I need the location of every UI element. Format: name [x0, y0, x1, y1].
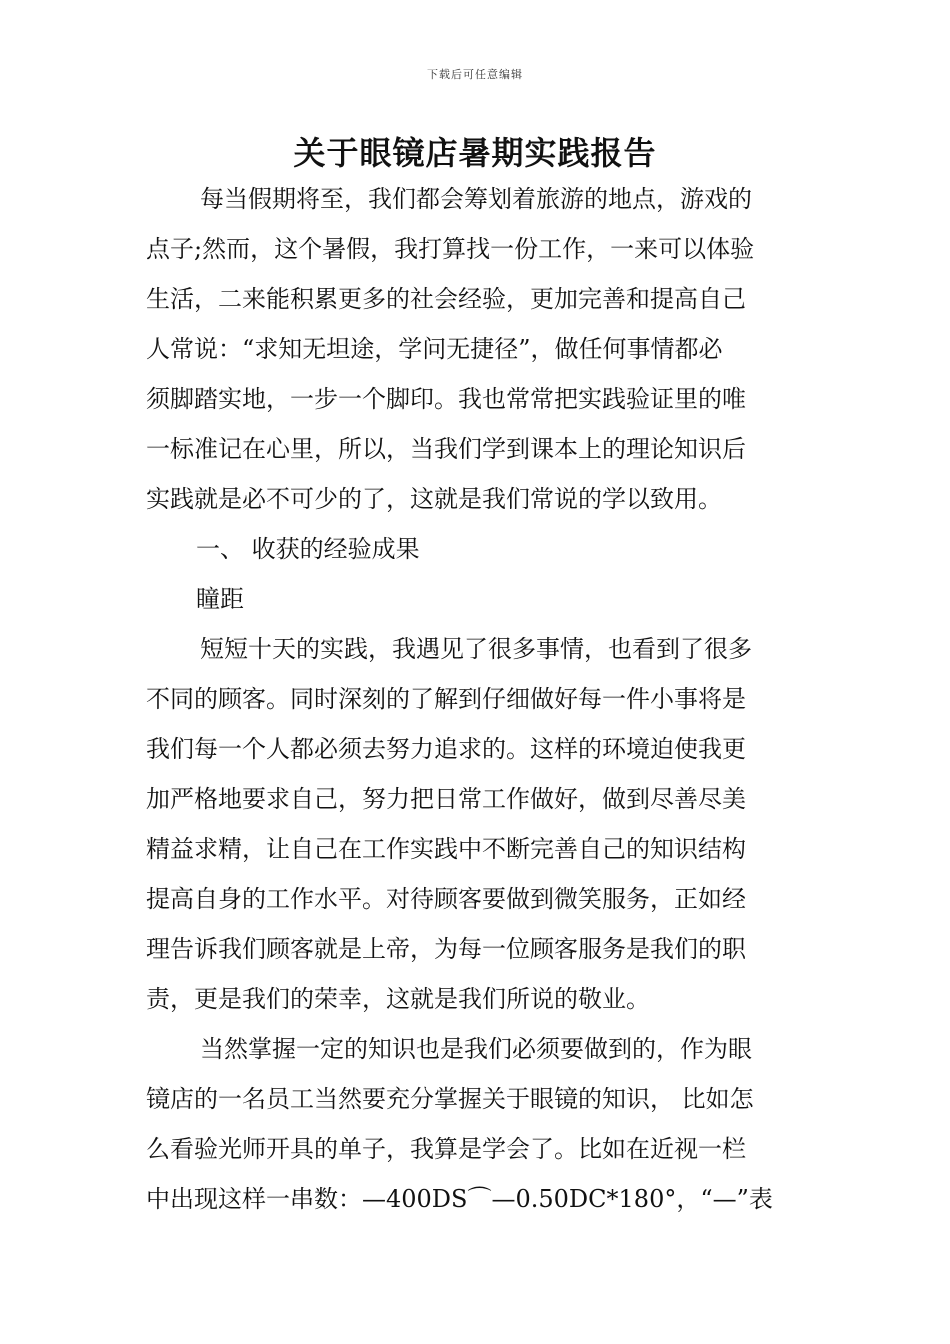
- subheading: 瞳距: [196, 585, 244, 613]
- text-line: 么看验光师开具的单子，我算是学会了。比如在近视一栏: [146, 1135, 746, 1163]
- section-heading: 一、 收获的经验成果: [196, 535, 420, 563]
- text-line: 中出现这样一串数：—400DS⌒—0.50DC*180°，“—”表: [146, 1185, 773, 1213]
- text-line: 精益求精，让自己在工作实践中不断完善自己的知识结构: [146, 835, 746, 863]
- text-line: 当然掌握一定的知识也是我们必须要做到的，作为眼: [200, 1035, 752, 1063]
- text-line: 理告诉我们顾客就是上帝，为每一位顾客服务是我们的职: [146, 935, 746, 963]
- text-line: 提高自身的工作水平。对待顾客要做到微笑服务，正如经: [146, 885, 746, 913]
- report-body: [146, 174, 811, 1224]
- text-line: 不同的顾客。同时深刻的了解到仔细做好每一件小事将是: [146, 685, 746, 713]
- text-line: 点子;然而，这个暑假，我打算找一份工作，一来可以体验: [146, 235, 755, 263]
- text-line: 人常说：“求知无坦途，学问无捷径”，做任何事情都必: [146, 335, 723, 363]
- document-title: 关于眼镜店暑期实践报告: [293, 134, 657, 172]
- header-note: 下载后可任意编辑: [427, 68, 523, 81]
- text-line: 短短十天的实践，我遇见了很多事情，也看到了很多: [200, 635, 752, 663]
- text-line: 每当假期将至，我们都会筹划着旅游的地点，游戏的: [200, 185, 752, 213]
- text-line: 生活，二来能积累更多的社会经验，更加完善和提高自己: [146, 285, 746, 313]
- text-line: 实践就是必不可少的了，这就是我们常说的学以致用。: [146, 485, 722, 513]
- text-line: 责，更是我们的荣幸，这就是我们所说的敬业。: [146, 985, 650, 1013]
- text-line: 一标准记在心里，所以，当我们学到课本上的理论知识后: [146, 435, 746, 463]
- text-line: 须脚踏实地，一步一个脚印。我也常常把实践验证里的唯: [146, 385, 746, 413]
- text-line: 加严格地要求自己，努力把日常工作做好，做到尽善尽美: [146, 785, 746, 813]
- text-line: 我们每一个人都必须去努力追求的。这样的环境迫使我更: [146, 735, 746, 763]
- text-line: 镜店的一名员工当然要充分掌握关于眼镜的知识， 比如怎: [146, 1085, 754, 1113]
